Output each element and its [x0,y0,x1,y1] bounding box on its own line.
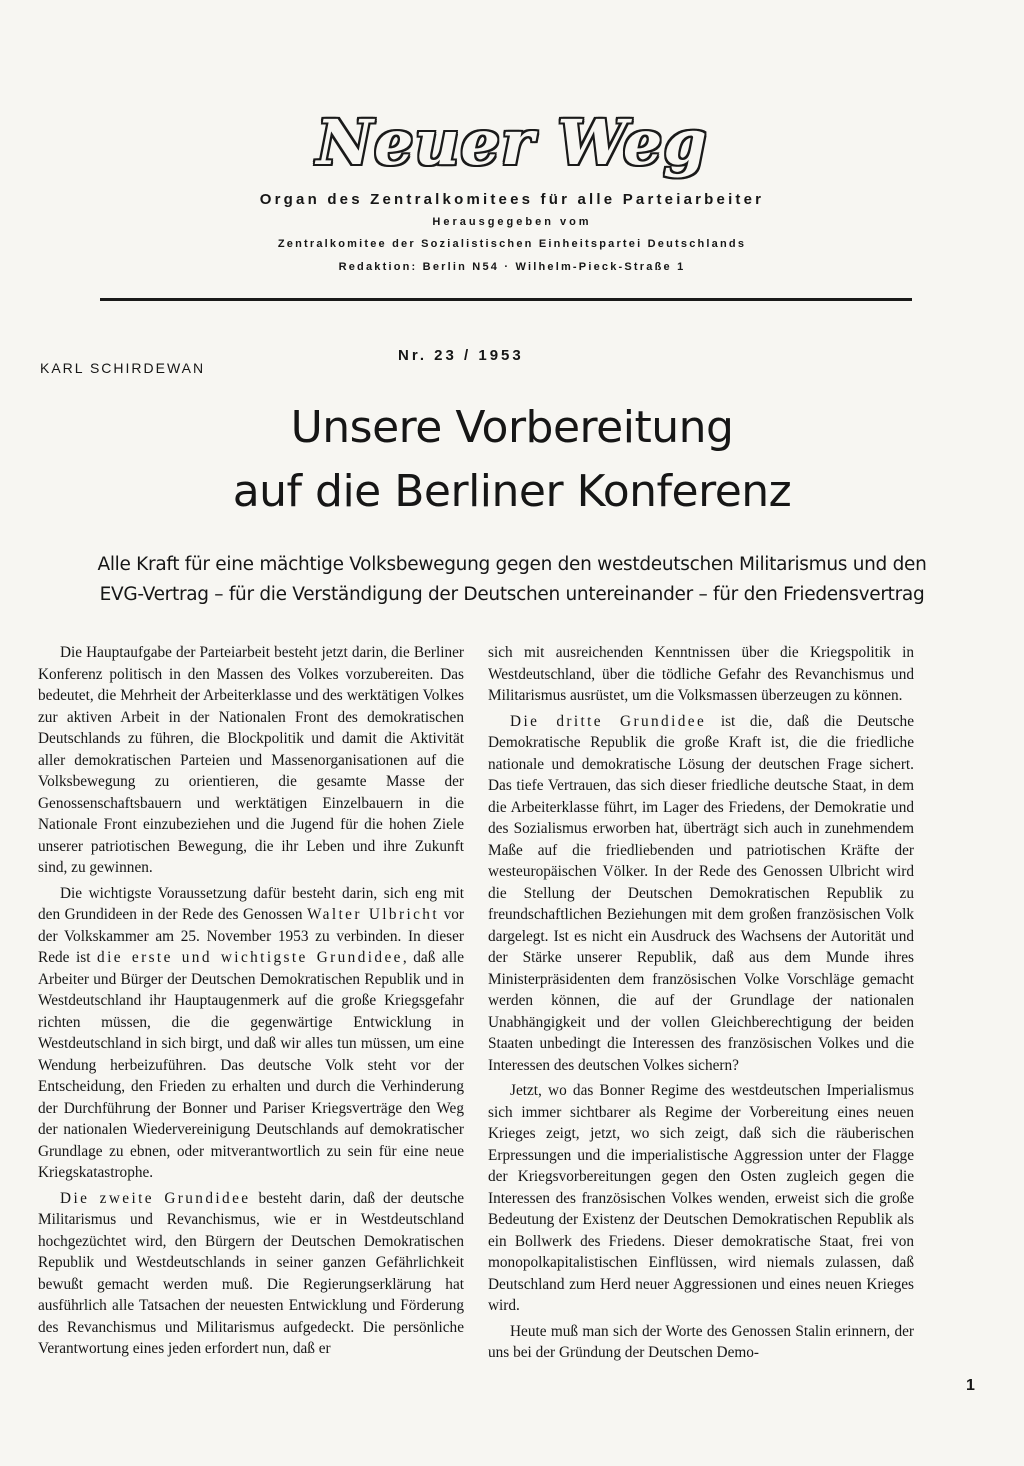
masthead-organ-line: Organ des Zentralkomitees für alle Parteiarbeiter [259,191,765,208]
left-p3-text: besteht darin, daß der deutsche Militarismus und Revanchismus, wie er in Westdeutschland hochgezüchtet wird, den Bürgern der Deutschen Demokratischen Republik und Westdeutschlands in seiner ganzen Gefährlichkeit bewußt gemacht werden muß. Die Regierungserklärung hat ausführlich alle Tatsachen der neuesten Entwicklung und Förderung des Revanchismus und Militarismus aufgedeckt. Die persönliche Verantwortung eines jeden erfordert nun, daß er [38,1189,465,1357]
right-paragraph-4: Heute muß man sich der Worte des Genossen Stalin erinnern, der uns bei der Gründung der Deutschen Demo- [488,1322,914,1361]
right-p2-idea: Die dritte Grundidee [510,712,707,730]
left-paragraph-1: Die Hauptaufgabe der Parteiarbeit besteht jetzt darin, die Berliner Konferenz politisch in den Massen des Volkes vorzubereiten. Das bedeutet, die Mehrheit der Arbeiterklasse und des werktätigen Volkes zur aktiven Arbeit in der Nationalen Front des demokratischen Deutschlands zu führen, die Blockpolitik und damit die Aktivität aller demokratischen Parteien und Massenorganisationen auf die Volksbewegung zu orientieren, die gesamte Masse der Genossenschaftsbauern und werktätigen Einzelbauern in die Nationale Front einzubeziehen und die Jugend für die hohen Ziele unserer patriotischen Bewegung, die ihr Leben und ihre Zukunft sind, zu gewinnen. [38,644,464,876]
left-paragraph-2 [38,883,464,1184]
left-paragraph-3 [38,1188,464,1360]
author-name: KARL SCHIRDEWAN [40,360,206,376]
subtitle-line-1: Alle Kraft für eine mächtige Volksbewegung gegen den westdeutschen Militarismus und den [97,554,927,575]
left-p2-name: Walter Ulbricht [307,906,440,923]
right-paragraph-2 [488,711,914,1077]
title-line-2: auf die Berliner Konferenz [232,466,792,517]
left-p3-idea: Die zweite Grundidee [60,1189,251,1207]
masthead-logo: Neuer Weg [316,106,708,179]
right-p2-text: ist die, daß die Deutsche Demokratische Republik die große Kraft ist, die die friedliche nationale und demokratische Lösung der deutschen Frage sichert. Das tiefe Vertrauen, das sich dieser friedliche deutsche Staat, in dem die Arbeiterklasse führt, im Lager des Friedens, der Demokratie und des Sozialismus erworben hat, überträgt sich auch in zunehmendem Maße auf die friedliebenden und patriotischen Kräfte der westeuropäischen Völker. In der Rede des Genossen Ulbricht wird die Stellung der Deutschen Demokratischen Republik zu freundschaftlichen Beziehungen mit dem großen französischen Volk dargelegt. Ist es nicht ein Ausdruck des Wachsens der Autorität und der Stärke unserer Republik, daß aus dem Munde ihres Ministerpräsidenten dem französischen Volke Vorschläge gemacht werden können, die auf der Grundlage der nationalen Unabhängigkeit und der vollen Gleichberechtigung der beiden Staaten unbedingt die Interessen des französischen Volkes und die Interessen des deutschen Volkes sichern? [488,712,914,1074]
left-p2-text-b: vor der Volkskammer am 25. November 1953 zu verbinden. In dieser Rede ist [38,906,464,966]
right-column [488,642,914,1368]
masthead-publisher-line: Herausgegeben vom [432,216,592,228]
subtitle-line-2: EVG-Vertrag – für die Verständigung der Deutschen untereinander – für den Friedensvertrag [99,584,925,605]
article-subtitle [60,550,964,610]
left-p2-text-c: , daß alle Arbeiter und Bürger der Deutschen Demokratischen Republik und in Westdeutschland ihr Hauptaugenmerk auf die große Kriegsgefahr richten müssen, die die gegenwärtige Entwicklung in Westdeutschland in sich birgt, und daß wir alles tun müssen, um eine Wendung herbeizuführen. Das deutsche Volk steht vor der Entscheidung, den Frieden zu erhalten und durch die Verhinderung der Durchführung der Bonner und Pariser Kriegsverträge den Weg der nationalen Wiedervereinigung Deutschlands auf demokratischer Grundlage zu ebnen, oder mitverantwortlich zu sein für eine neue Kriegskatastrophe. [38,949,464,1181]
masthead-rule [100,298,912,301]
page-number: 1 [966,1377,975,1394]
masthead-committee-line: Zentralkomitee der Sozialistischen Einheitspartei Deutschlands [277,238,747,250]
masthead-editorial-line: Redaktion: Berlin N54 · Wilhelm-Pieck-Straße 1 [338,261,686,273]
left-p2-text-a: Die wichtigste Voraussetzung dafür besteht darin, sich eng mit den Grundideen in der Rede des Genossen [38,884,464,923]
issue-number: Nr. 23 / 1953 [398,347,524,364]
title-line-1: Unsere Vorbereitung [290,402,734,453]
left-p2-idea: die erste und wichtigste Grundidee [97,949,403,966]
right-paragraph-3: Jetzt, wo das Bonner Regime des westdeutschen Imperialismus sich immer sichtbarer als Regime der Vorbereitung eines neuen Krieges zeigt, jetzt, wo sich zeigt, daß sich die räuberischen Erpressungen und die imperialistische Aggression unter der Flagge der Kriegsvorbereitungen gegen den Osten zugleich gegen die Interessen des französischen Volkes wenden, erweist sich die große Bedeutung der Existenz der Deutschen Demokratischen Republik als ein Bollwerk des Friedens. Dieser demokratische Staat, frei von monopolkapitalistischen Einflüssen, wird niemals zulassen, daß Deutschland zum Herd neuer Aggressionen und eines neuen Krieges wird. [488,1082,914,1314]
right-paragraph-1: sich mit ausreichenden Kenntnissen über die Kriegspolitik in Westdeutschland, über die tödliche Gefahr des Revanchismus und Militarismus ausrüstet, um die Volksmassen überzeugen zu können. [488,644,914,704]
left-column [38,642,464,1364]
article-title [0,396,1024,524]
